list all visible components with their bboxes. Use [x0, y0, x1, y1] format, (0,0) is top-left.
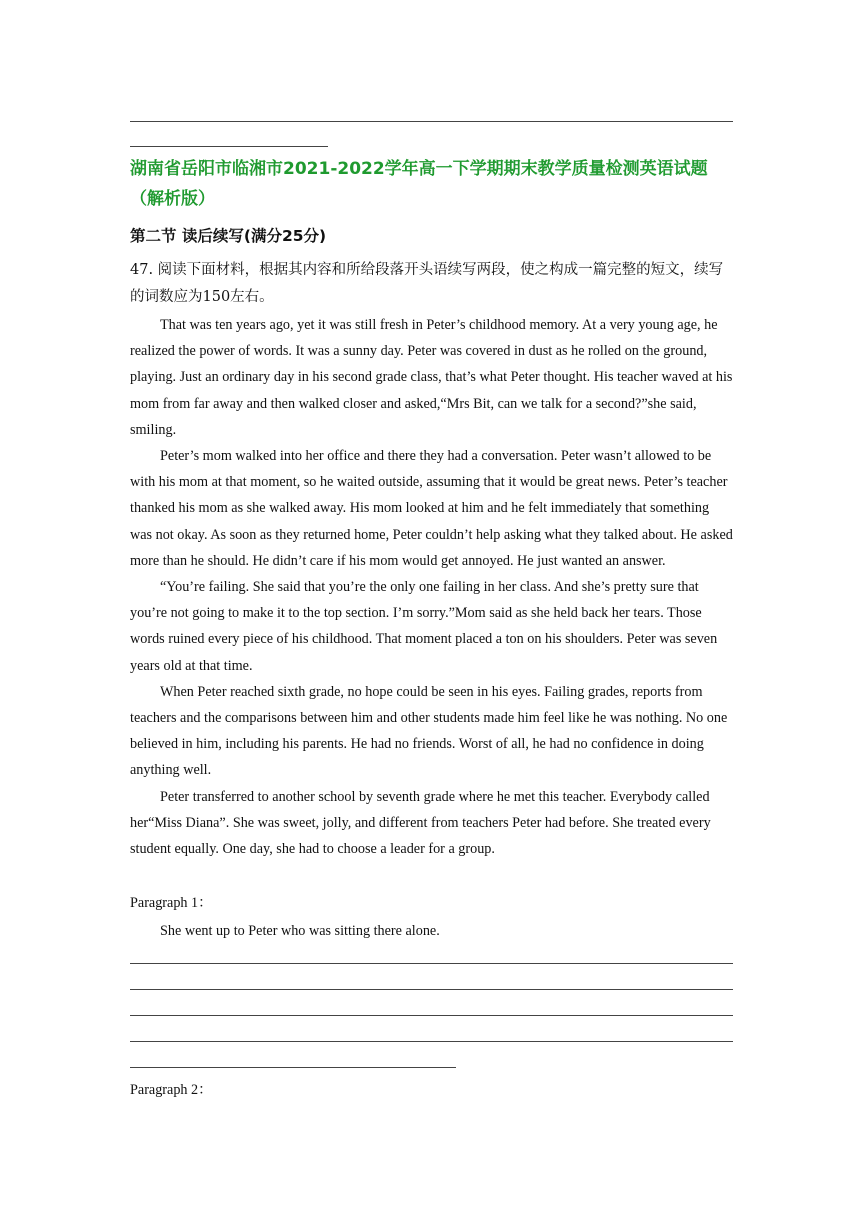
passage-paragraph: Peter transferred to another school by seventh grade where he met this teacher. Everybody called her“Miss Diana”. She was sweet, jolly, and different from teachers Peter had before. She treated every student equally. One day, she had to choose a leader for a group.: [130, 788, 711, 858]
section-heading: 第二节 读后续写(满分25分): [130, 227, 327, 245]
passage-paragraph: That was ten years ago, yet it was still fresh in Peter’s childhood memory. At a very young age, he realized the power of words. It was a sunny day. Peter was covered in dust as he rolled on the ground, playing. Just an ordinary day in his second grade class, that’s what Peter thought. His teacher waved at his mom from far away and then walked closer and asked,“Mrs Bit, can we talk for a second?”she said, smiling.: [130, 317, 733, 438]
passage-paragraph: Peter’s mom walked into her office and there they had a conversation. Peter wasn’t allowed to be with his mom at that moment, so he waited outside, assuming that it would be great news. Peter’s teacher thanked his mom as she walked away. His mom looked at him and he felt immediately that something was not okay. As soon as they returned home, Peter couldn’t help asking what they talked about. He asked more than he should. He didn’t care if his mom would get annoyed. He just wanted an answer.: [130, 448, 733, 569]
answer-line[interactable]: [130, 1067, 456, 1068]
passage-paragraph: When Peter reached sixth grade, no hope could be seen in his eyes. Failing grades, reports from teachers and the comparisons between him and other students made him feel like he was nothing. No one believed in him, including his parents. He had no friends. Worst of all, he had no confidence in doing anything well.: [130, 683, 728, 779]
paragraph1-starter: She went up to Peter who was sitting there alone.: [160, 923, 440, 939]
passage-paragraph: “You’re failing. She said that you’re the only one failing in her class. And she’s pretty sure that you’re not going to make it to the top section. I’m sorry.”Mom said as she held back her tears. Those words ruined every piece of his childhood. That moment placed a ton on his shoulders. Peter was seven years old at that time.: [130, 579, 718, 674]
paragraph1-label: Paragraph 1：: [130, 895, 213, 911]
question-instructions: 47. 阅读下面材料，根据其内容和所给段落开头语续写两段，使之构成一篇完整的短文，续写的词数应为150左右。: [130, 262, 724, 305]
answer-line[interactable]: [130, 989, 733, 990]
answer-line[interactable]: [130, 963, 733, 964]
header-rule-long: [130, 121, 733, 122]
header-rule-short: [130, 146, 328, 147]
paragraph2-label: Paragraph 2：: [130, 1082, 213, 1098]
document-title: 湖南省岳阳市临湘市2021-2022学年高一下学期期末教学质量检测英语试题（解析版）: [130, 159, 708, 209]
reading-passage: [130, 312, 733, 862]
answer-line[interactable]: [130, 1015, 733, 1016]
answer-line[interactable]: [130, 1041, 733, 1042]
